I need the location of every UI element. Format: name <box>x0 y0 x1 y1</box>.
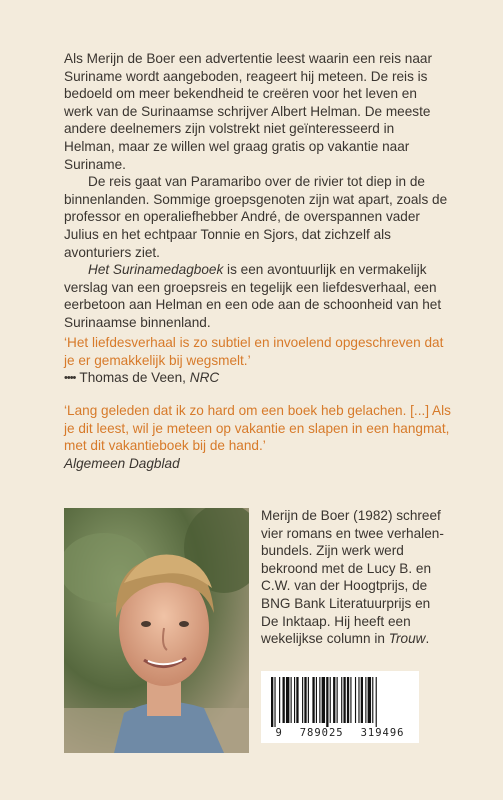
barcode-bar <box>302 677 303 723</box>
barcode-bar <box>355 677 356 723</box>
barcode-bars <box>267 677 413 727</box>
blurb-paragraph-2: De reis gaat van Paramaribo over de rivier tot diep in de binnenlanden. Sommige groepsgenoten zijn wat apart, zoals de professor en operaliefhebber André, de overspannen vader Julius en het echtpaar Tonnie en Sjors, dat zichzelf als avonturiers ziet. <box>64 174 448 260</box>
quote-2-attribution <box>64 455 454 473</box>
quote-2-source: Algemeen Dagblad <box>64 455 180 471</box>
quote-2-text: ‘Lang geleden dat ik zo hard om een boek heb gelachen. [...] Als je dit leest, wil je meteen op vakantie en slapen in een hangmat, met dit vakantieboek bij de hand.’ <box>64 403 451 454</box>
author-bio <box>261 507 451 648</box>
blurb-paragraph-1: Als Merijn de Boer een advertentie leest waarin een reis naar Suriname wordt aangeboden, reageert hij meteen. De reis is bedoeld om meer bekendheid te creëren voor het leven en werk van de Surinaamse schrijver Albert Helman. De meeste andere deelnemers zijn volstrekt niet geïnteresseerd in Helman, maar ze willen wel graag gratis op vakantie naar Suriname. <box>64 51 432 172</box>
author-bio-text <box>261 507 451 648</box>
author-bio-end: . <box>425 631 430 647</box>
book-title: Het Surinamedagboek <box>88 262 224 278</box>
barcode-bar <box>376 677 377 727</box>
isbn-barcode <box>261 671 419 743</box>
barcode-bar <box>347 677 349 723</box>
barcode-bar <box>308 677 309 723</box>
blurb-paragraph-3 <box>64 261 448 331</box>
isbn-number <box>261 727 419 739</box>
review-quote-2 <box>64 402 454 472</box>
author-portrait-illustration <box>64 508 249 753</box>
barcode-bar <box>333 677 335 723</box>
barcode-bar <box>343 677 345 723</box>
quote-1-text: ‘Het liefdesverhaal is zo subtiel en invoelend opgeschreven dat je er gemakkelijk bij wegsmelt.’ <box>64 335 444 368</box>
barcode-bar <box>322 677 325 723</box>
barcode-bar <box>319 677 320 723</box>
blurb-text <box>64 50 448 332</box>
barcode-bar <box>283 677 285 723</box>
barcode-bar <box>341 677 342 723</box>
barcode-bar <box>368 677 371 723</box>
quote-1-attribution <box>64 369 454 388</box>
barcode-bar <box>271 677 273 727</box>
barcode-bar <box>330 677 331 723</box>
barcode-bar <box>361 677 363 723</box>
author-photo <box>64 508 249 753</box>
isbn-digit-group-2: 789025 <box>299 727 344 739</box>
barcode-bar <box>312 677 314 723</box>
barcode-bar <box>326 677 328 727</box>
barcode-bar <box>286 677 289 723</box>
barcode-bar <box>296 677 298 723</box>
isbn-digit-group-1: 9 <box>275 727 283 739</box>
barcode-bar <box>337 677 338 723</box>
barcode-bar <box>304 677 306 723</box>
author-bio-body: Merijn de Boer (1982) schreef vier romans en twee verhalen-bundels. Zijn werk werd bekroond met de Lucy B. en C.W. van der Hoogtprijs, de BNG Bank Literatuurprijs en De Inktaap. Hij heeft een wekelijkse column in <box>261 508 444 647</box>
barcode-bar <box>358 677 359 723</box>
newspaper-name: Trouw <box>388 631 426 647</box>
barcode-bar <box>316 677 317 723</box>
star-rating: •••• <box>64 372 76 385</box>
quote-1-source: NRC <box>189 370 220 386</box>
quote-1-author: Thomas de Veen, <box>79 370 190 386</box>
barcode-bar <box>291 677 292 723</box>
barcode-bar <box>350 677 351 723</box>
barcode-bar <box>372 677 373 723</box>
barcode-bar <box>294 677 295 723</box>
barcode-bar <box>274 677 275 727</box>
isbn-digit-group-3: 319496 <box>360 727 405 739</box>
barcode-bar <box>279 677 280 723</box>
review-quote-1 <box>64 334 454 388</box>
barcode-bar <box>365 677 366 723</box>
blurb-paragraph-3-text: is een avontuurlijk en vermakelijk verslag van een groepsreis en tegelijk een liefdesverhaal, een eerbetoon aan Helman en een ode aan de schoonheid van het Surinaamse binnenland. <box>64 262 442 330</box>
